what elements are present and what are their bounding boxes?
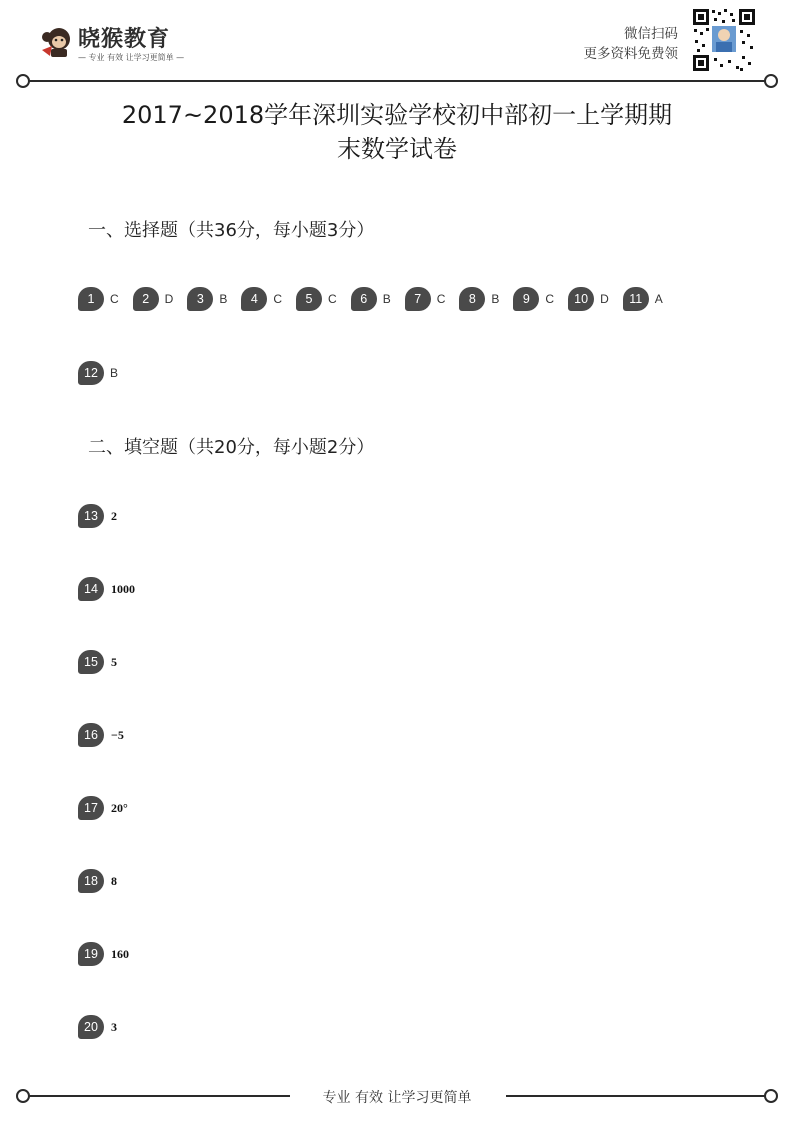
question-number: 15 [78,650,104,674]
answer-value: 2 [111,508,117,523]
question-number: 3 [187,287,213,311]
answer-value: C [328,292,337,306]
brand-logo [38,22,188,66]
question-number: 8 [459,287,485,311]
page-title [0,98,794,166]
choice-answers-row-1 [78,286,677,312]
question-number: 4 [241,287,267,311]
question-number: 12 [78,361,104,385]
qr-code-icon[interactable] [692,8,756,72]
fill-answer-18 [78,868,117,894]
fill-answer-20 [78,1014,117,1040]
answer-item [623,287,663,311]
wechat-prompt [584,24,679,64]
answer-value: B [110,366,119,380]
answer-item [133,287,174,311]
answer-item [187,287,227,311]
answer-value: D [600,292,609,306]
question-number: 17 [78,796,104,820]
answer-item [513,287,554,311]
answer-value: C [436,292,446,306]
title-line-1: 2017~2018学年深圳实验学校初中部初一上学期期 [121,101,673,129]
fill-answer-19 [78,941,129,967]
answer-value: 160 [111,946,129,961]
fill-answer-15 [78,649,117,675]
question-number: 1 [78,287,104,311]
answer-value: C [545,292,555,306]
answer-value: B [219,292,228,306]
fill-answer-16 [78,722,124,748]
answer-item [568,287,609,311]
answer-item [351,287,391,311]
footer-slogan: 专业 有效 让学习更简单 [322,1090,472,1106]
question-number: 7 [405,287,431,311]
answer-value: C [110,292,119,306]
fill-answer-14 [78,576,135,602]
brand-name: 晓猴教育 [78,27,171,52]
answer-value: C [273,292,283,306]
answer-item [78,361,118,385]
question-number: 10 [568,287,594,311]
wechat-line-2: 更多资料免费领 [583,46,678,62]
answer-item [241,287,282,311]
answer-value: 20° [111,800,128,815]
brand-slogan: — 专业 有效 让学习更简单 — [78,53,185,62]
question-number: 11 [623,287,649,311]
answer-item [459,287,499,311]
top-left-ring [16,74,30,88]
question-number: 19 [78,942,104,966]
answer-value: 5 [111,654,117,669]
question-number: 5 [296,287,322,311]
question-number: 13 [78,504,104,528]
question-number: 2 [133,287,159,311]
answer-value: D [164,292,174,306]
choice-answers-row-2 [78,360,132,386]
question-number: 9 [513,287,539,311]
fill-answer-13 [78,503,117,529]
question-number: 14 [78,577,104,601]
answer-item [296,287,337,311]
top-divider [28,80,766,82]
answer-value: 1000 [111,581,135,596]
answer-item [78,287,119,311]
answer-value: A [654,292,663,306]
question-number: 20 [78,1015,104,1039]
title-line-2: 末数学试卷 [337,135,457,163]
fill-answer-17 [78,795,128,821]
answer-value: 8 [111,873,117,888]
answer-value: B [382,292,391,306]
question-number: 16 [78,723,104,747]
answer-value: −5 [111,727,124,742]
answer-value: B [491,292,500,306]
answer-value: 3 [111,1019,117,1034]
question-number: 18 [78,869,104,893]
monkey-logo-icon [38,24,76,58]
top-right-ring [764,74,778,88]
section-heading-choice: 一、选择题（共36分，每小题3分） [88,220,375,241]
section-heading-fill: 二、填空题（共20分，每小题2分） [88,437,375,458]
answer-item [405,287,446,311]
question-number: 6 [351,287,377,311]
wechat-line-1: 微信扫码 [624,26,678,42]
